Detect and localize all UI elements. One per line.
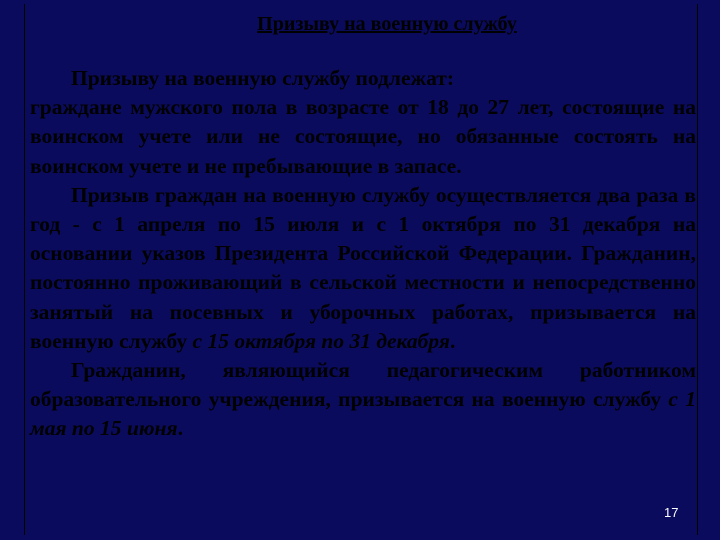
paragraph-text: Гражданин, являющийся педагогическим работником образовательного учреждения, призывается на военную службу: [30, 358, 696, 412]
emphasis-rural-period: с 15 октября по 31 декабря: [192, 328, 450, 353]
slide-title: Призыву на военную службу: [257, 13, 517, 35]
paragraph-text-end: .: [177, 416, 183, 441]
paragraph-conscription-eligibility: [30, 64, 696, 181]
paragraph-text: граждане мужского пола в возрасте от 18 до 27 лет, состоящие на воинском учете или не состоящие, но обязанные состоять на воинском учете и не пребывающие в запасе.: [30, 95, 696, 178]
paragraph-text-end: .: [449, 328, 456, 353]
paragraph-text: Призыв граждан на военную службу осуществляется два раза в год - с 1 апреля по 15 июля и с 1 октября по 31 декабря на основании указов Президента Российской Федерации. Гражданин, постоянно проживающий в сельской местности и непосредственно занятый на посевных и уборочных работах, призывается на военную службу: [30, 182, 696, 353]
emphasis-teacher-period: с 1 мая по 15 июня: [30, 387, 696, 441]
paragraph-teacher-conscription: [30, 356, 696, 444]
paragraph-heading: Призыву на военную службу подлежат:: [71, 66, 455, 90]
paragraph-conscription-periods: [30, 181, 696, 356]
page-number: 17: [664, 505, 679, 520]
slide-body: [30, 64, 696, 444]
